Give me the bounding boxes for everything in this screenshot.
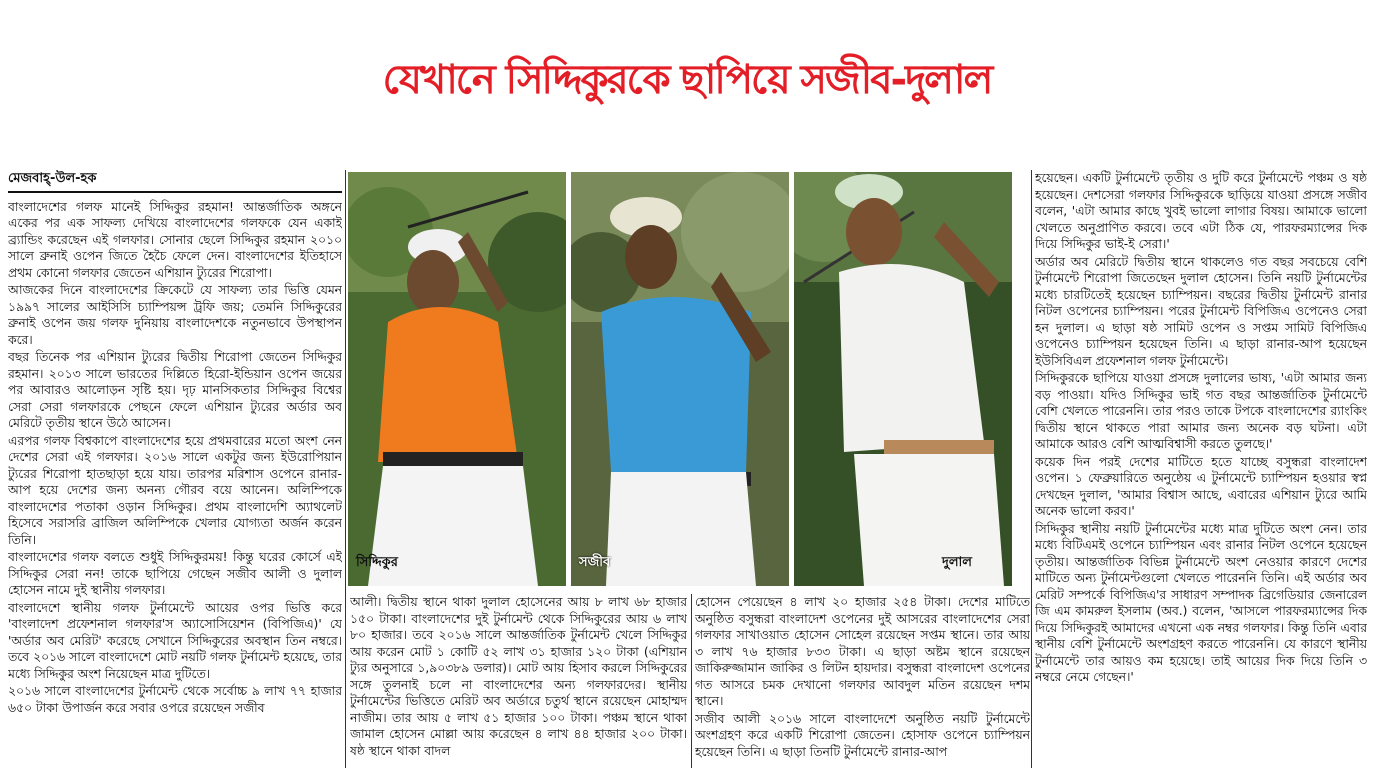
paragraph: বাংলাদেশের গলফ মানেই সিদ্দিকুর রহমান! আন্তর্জাতিক অঙ্গনে একের পর এক সাফল্য দেখিয়ে বাংলাদেশের গলফকে যেন একাই ব্র্যান্ডিং করেছেন এই গলফার। সোনার ছেলে সিদ্দিকুর রহমান ২০১০ সালে ব্রুনাই ওপেন জিতে হৈচৈ ফেলে দেন। বাংলাদেশের ইতিহাসে প্রথম কোনো গলফার জেতেন এশিয়ান ট্যুরের শিরোপা। bbox=[8, 199, 342, 280]
golfer-photo-image bbox=[348, 172, 566, 586]
headline: যেখানে সিদ্দিকুরকে ছাপিয়ে সজীব-দুলাল bbox=[382, 57, 992, 103]
paragraph: বাংলাদেশের গলফ বলতে শুধুই সিদ্দিকুরময়! কিন্তু ঘরের কোর্সে এই সিদ্দিকুর সেরা নন! তাকে ছাপিয়ে গেছেন সজীব আলী ও দুলাল হোসেন নামে দুই স্থানীয় গলফার। bbox=[8, 550, 342, 597]
article-column-middle-2 bbox=[695, 594, 1030, 768]
article-column-right bbox=[1035, 170, 1367, 768]
column-divider bbox=[345, 170, 346, 768]
paragraph: হোসেন পেয়েছেন ৪ লাখ ২০ হাজার ২৫৪ টাকা। দেশের মাটিতে অনুষ্ঠিত বসুন্ধরা বাংলাদেশ ওপেনের দুই আসরের বাংলাদেশের সেরা গলফার সাখাওয়াত হোসেন সোহেল রয়েছেন সপ্তম স্থানে। তার আয় ৩ লাখ ৭৬ হাজার ৮৩৩ টাকা। এ ছাড়া অষ্টম স্থানে রয়েছেন জাকিরুজ্জামান জাকির ও লিটন হায়দার। বসুন্ধরা বাংলাদেশ ওপেনের গত আসরে চমক দেখানো গলফার আবদুল মতিন রয়েছেন দশম স্থানে। bbox=[695, 595, 1030, 708]
golfer-photo-image bbox=[571, 172, 789, 586]
photo-caption: সজীব bbox=[579, 555, 611, 570]
paragraph: অর্ডার অব মেরিটে দ্বিতীয় স্থানে থাকলেও গত বছর সবচেয়ে বেশি টুর্নামেন্টে শিরোপা জিতেছেন দুলাল হোসেন। তিনি নয়টি টুর্নামেন্টের মধ্যে চারটিতেই হয়েছেন চ্যাম্পিয়ন। বছরের দ্বিতীয় টুর্নামেন্ট রানার নিটল ওপেনের চ্যাম্পিয়ন। পরের টুর্নামেন্ট বিপিজিএ ওপেনেও সেরা হন দুলাল। এ ছাড়া ষষ্ঠ সামিট ওপেন ও সপ্তম সামিট বিপিজিএ ওপেনেও চ্যাম্পিয়ন হয়েছেন তিনি। এ ছাড়া রানার-আপ হয়েছেন ইউসিবিএল প্রফেশনাল গলফ টুর্নামেন্টে। bbox=[1035, 254, 1367, 368]
column-divider bbox=[1031, 170, 1032, 768]
paragraph: সিদ্দিকুরকে ছাপিয়ে যাওয়া প্রসঙ্গে দুলালের ভাষ্য, 'এটা আমার জন্য বড় পাওয়া। যদিও সিদ্দিকুর ভাই গত বছর আন্তর্জাতিক টুর্নামেন্টে বেশি খেলতে পারেননি। তার পরও তাকে টপকে বাংলাদেশের র‌্যাংকিং দ্বিতীয় স্থানে থাকতে পারা আমার জন্য অনেক বড় ঘটনা। এটা আমাকে আরও বেশি আত্মবিশ্বাসী করতে তুলছে।' bbox=[1035, 371, 1367, 451]
photo-siddikur bbox=[348, 172, 566, 586]
paragraph: বাংলাদেশে স্থানীয় গলফ টুর্নামেন্টে আয়ের ওপর ভিত্তি করে 'বাংলাদেশ প্রফেশনাল গলফার'স অ্যাসোসিয়েশন (বিপিজিএ)' যে 'অর্ডার অব মেরিট' করেছে সেখানে সিদ্দিকুরের অবস্থান তিন নম্বরে। তবে ২০১৬ সালে বাংলাদেশে মোট নয়টি গলফ টুর্নামেন্ট হয়েছে, তার মধ্যে সিদ্দিকুর অংশ নিয়েছেন মাত্র দুটিতে। bbox=[8, 600, 342, 681]
paragraph: সিদ্দিকুর স্থানীয় নয়টি টুর্নামেন্টের মধ্যে মাত্র দুটিতে অংশ নেন। তার মধ্যে বিটিএমই ওপেনে চ্যাম্পিয়ন এবং রানার নিটল ওপেনে হয়েছেন তৃতীয়। আন্তর্জাতিক বিভিন্ন টুর্নামেন্টে অংশ নেওয়ার কারণে দেশের মাটিতে অন্য টুর্নামেন্টগুলো খেলতে পারেননি তিনি। এই অর্ডার অব মেরিট সম্পর্কে বিপিজিএ'র সাধারণ সম্পাদক ব্রিগেডিয়ার জেনারেল জি এম কামরুল ইসলাম (অব.) বলেন, 'আসলে পারফরম্যান্সের দিক দিয়ে সিদ্দিকুরই আমাদের এখনো এক নম্বর গলফার। কিন্তু তিনি এবার স্থানীয় বেশি টুর্নামেন্টে অংশগ্রহণ করতে পারেননি। যে কারণে স্থানীয় টুর্নামেন্টে তার আয়ও কম হয়েছে। তাই আয়ের দিক দিয়ে তিনি ৩ নম্বরে নেমে গেছেন।' bbox=[1035, 521, 1367, 684]
article-column-left bbox=[8, 170, 342, 768]
paragraph: এরপর গলফ বিশ্বকাপে বাংলাদেশের হয়ে প্রথমবারের মতো অংশ নেন দেশের সেরা এই গলফার। ২০১৬ সালে একটুর জন্য ইউরোপিয়ান ট্যুরের শিরোপা হাতছাড়া হয়ে যায়। তারপর মরিশাস ওপেনে রানার-আপ হয়ে দেশের জন্য অনন্য গৌরব বয়ে আনেন। অলিম্পিকে বাংলাদেশের পতাকা ওড়ান সিদ্দিকুর। প্রথম বাংলাদেশি অ্যাথলেট হিসেবে সরাসরি ব্রাজিল অলিম্পিকে খেলার যোগ্যতা অর্জন করেন তিনি। bbox=[8, 433, 342, 547]
photo-sajib bbox=[571, 172, 789, 586]
paragraph: বছর তিনেক পর এশিয়ান ট্যুরের দ্বিতীয় শিরোপা জেতেন সিদ্দিকুর রহমান। ২০১৩ সালে ভারতের দিল্লিতে হিরো-ইন্ডিয়ান ওপেন জয়ের পর আবারও আলোড়ন সৃষ্টি হয়। দৃঢ় মানসিকতার সিদ্দিকুর বিশ্বের সেরা সেরা গলফারকে পেছনে ফেলে এশিয়ান ট্যুরের অর্ডার অব মেরিটে তৃতীয় স্থানে উঠে আসেন। bbox=[8, 350, 342, 430]
photo-caption: সিদ্দিকুর bbox=[356, 555, 398, 570]
article-column-middle-1 bbox=[350, 594, 687, 768]
photo-caption: দুলাল bbox=[942, 555, 972, 570]
paragraph: সজীব আলী ২০১৬ সালে বাংলাদেশে অনুষ্ঠিত নয়টি টুর্নামেন্টে অংশগ্রহণ করে একটি শিরোপা জেতেন। হোসাফ ওপেনে চ্যাম্পিয়ন হয়েছেন তিনি। এ ছাড়া তিনটি টুর্নামেন্টে রানার-আপ bbox=[695, 711, 1030, 759]
photo-dulal bbox=[794, 172, 1012, 586]
golfer-photo-image bbox=[794, 172, 1012, 586]
paragraph: কয়েক দিন পরই দেশের মাটিতে হতে যাচ্ছে বসুন্ধরা বাংলাদেশ ওপেন। ১ ফেব্রুয়ারিতে অনুষ্ঠেয় এ টুর্নামেন্টে চ্যাম্পিয়ন হওয়ার স্বপ্ন দেখছেন দুলাল, 'আমার বিশ্বাস আছে, এবারের এশিয়ান ট্যুরে আমি অনেক ভালো করব।' bbox=[1035, 454, 1367, 518]
paragraph: আজকের দিনে বাংলাদেশের ক্রিকেটে যে সাফল্য তার ভিত্তি যেমন ১৯৯৭ সালের আইসিসি চ্যাম্পিয়ন্স ট্রফি জয়; তেমনি সিদ্দিকুরের ব্রুনাই ওপেন জয় গলফ দুনিয়ায় বাংলাদেশকে নতুনভাবে উপস্থাপন করে। bbox=[8, 283, 342, 347]
column-divider bbox=[691, 594, 692, 768]
paragraph: হয়েছেন। একটি টুর্নামেন্টে তৃতীয় ও দুটি করে টুর্নামেন্টে পঞ্চম ও ষষ্ঠ হয়েছেন। দেশসেরা গলফার সিদ্দিকুরকে ছাড়িয়ে যাওয়া প্রসঙ্গে সজীব বলেন, 'এটা আমার কাছে খুবই ভালো লাগার বিষয়। আমাকে ভালো খেলতে অনুপ্রাণিত করবে। তবে এটা ঠিক যে, পারফরম্যান্সের দিক দিয়ে সিদ্দিকুর ভাই-ই সেরা।' bbox=[1035, 171, 1367, 251]
paragraph: আলী। দ্বিতীয় স্থানে থাকা দুলাল হোসেনের আয় ৮ লাখ ৬৮ হাজার ১৫০ টাকা। বাংলাদেশের দুই টুর্নামেন্ট থেকে সিদ্দিকুরের আয় ৬ লাখ ৮০ হাজার। তবে ২০১৬ সালে আন্তর্জাতিক টুর্নামেন্ট খেলে সিদ্দিকুর আয় করেন মোট ১ কোটি ৫২ লাখ ৩১ হাজার ১২০ টাকা (এশিয়ান ট্যুর অনুসারে ১,৯০৩৮৯ ডলার)। মোট আয় হিসাব করলে সিদ্দিকুরের সঙ্গে তুলনাই চলে না বাংলাদেশের অন্য গলফারদের। স্থানীয় টুর্নামেন্টের ভিত্তিতে মেরিট অব অর্ডারে চতুর্থ স্থানে রয়েছেন মোহাম্মদ নাজীম। তার আয় ৫ লাখ ৫১ হাজার ১০০ টাকা। পঞ্চম স্থানে থাকা জামাল হোসেন মোল্লা আয় করেছেন ৪ লাখ ৪৪ হাজার ২০০ টাকা। ষষ্ঠ স্থানে থাকা বাদল bbox=[350, 595, 687, 758]
byline: মেজবাহ্-উল-হক bbox=[8, 171, 342, 193]
paragraph: ২০১৬ সালে বাংলাদেশের টুর্নামেন্ট থেকে সর্বোচ্চ ৯ লাখ ৭৭ হাজার ৬৫০ টাকা উপার্জন করে সবার ওপরে রয়েছেন সজীব bbox=[8, 684, 342, 715]
